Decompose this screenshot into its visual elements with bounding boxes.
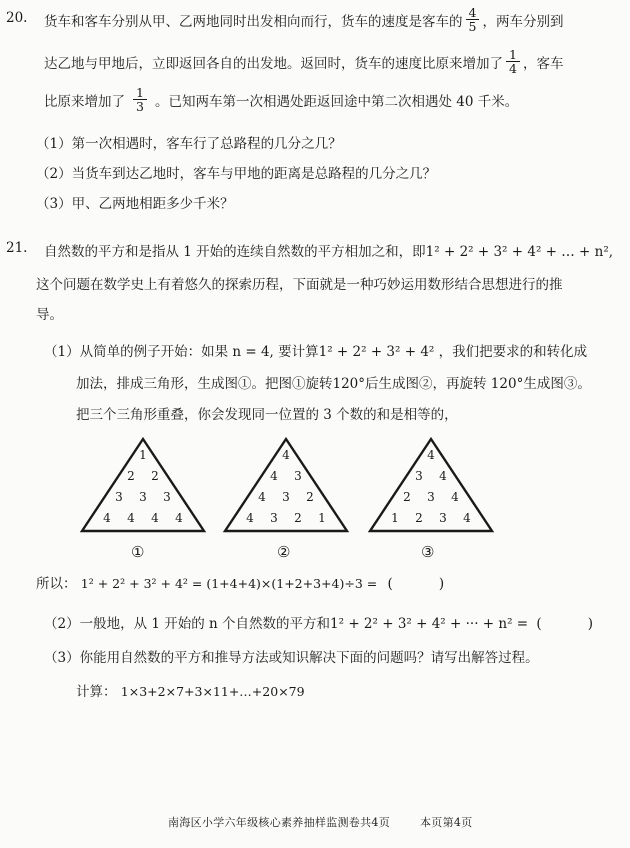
triangle-number: 1: [139, 448, 147, 462]
triangle-number: 4: [270, 469, 278, 483]
triangle-number: 4: [175, 511, 183, 525]
triangle-number: 4: [451, 490, 459, 504]
q21-part1-line1: （1）从简单的例子开始：如果 n = 4, 要计算1² + 2² + 3² + 4² ，我们把要求的和转化成: [44, 344, 588, 360]
fraction-numerator: 1: [133, 86, 147, 100]
q20-sub1: （1）第一次相遇时，客车行了总路程的几分之几？: [36, 136, 342, 152]
triangle-number: 3: [270, 511, 278, 525]
q20-number: 20.: [6, 10, 28, 26]
answer-blank-1[interactable]: [388, 576, 445, 592]
triangle-number: 3: [282, 490, 290, 504]
q20-fraction-4-5: [466, 6, 480, 33]
q21-intro-line3: 导。: [36, 307, 63, 323]
q20-line2-text-b: ，客车: [522, 55, 564, 72]
triangle-number: 4: [439, 469, 447, 483]
triangle-number: 2: [306, 490, 314, 504]
q20-line2-text-a: 达乙地与甲地后，立即返回各自的出发地。返回时，货车的速度比原来增加了: [44, 55, 503, 72]
q20-line3-text-b: 。已知两车第一次相遇处距返回途中第二次相遇处 40 千米。: [154, 93, 519, 110]
triangle-number: 2: [294, 511, 302, 525]
q21-part1-line3: 把三个三角形重叠，你会发现同一位置的 3 个数的和是相等的，: [76, 407, 458, 423]
triangle-number: 3: [163, 490, 171, 504]
blank-close-paren: ): [587, 616, 593, 632]
q20-fraction-1-4: [506, 48, 520, 75]
q21-part2: [44, 612, 593, 632]
blank-open-paren: (: [387, 576, 393, 592]
fraction-numerator: 4: [466, 6, 480, 20]
q20-line1-text-a: 货车和客车分别从甲、乙两地同时出发相向而行，货车的速度是客车的: [44, 13, 463, 30]
triangle-number: 2: [403, 490, 411, 504]
part2-text: （2）一般地，从 1 开始的 n 个自然数的平方和1² + 2² + 3² + 4² + ··· + n² =: [44, 616, 529, 632]
triangle-number: 4: [463, 511, 471, 525]
triangle-figure-1: [78, 435, 208, 535]
footer-page-number: 本页第4页: [420, 816, 473, 829]
triangle-number: 3: [439, 511, 447, 525]
triangle-number: 1: [391, 511, 399, 525]
triangle-number: 3: [427, 490, 435, 504]
so-line: [36, 572, 444, 592]
q20-line3-text-a: 比原来增加了: [44, 93, 125, 110]
fraction-denominator: 3: [136, 99, 144, 115]
triangle-number: 4: [282, 448, 290, 462]
blank-close-paren: ): [438, 576, 445, 592]
triangle-number: 4: [246, 511, 254, 525]
q21-intro-line2: 这个问题在数学史上有着悠久的探索历程，下面就是一种巧妙运用数形结合思想进行的推: [36, 277, 563, 293]
triangle-number: 2: [415, 511, 423, 525]
fraction-numerator: 1: [506, 48, 520, 62]
triangle-number: 2: [127, 469, 135, 483]
fraction-denominator: 4: [509, 61, 517, 77]
triangle-number: 1: [318, 511, 326, 525]
calc-line: [76, 680, 305, 700]
so-label: 所以：: [36, 576, 77, 592]
q20-line3: [44, 86, 518, 113]
blank-open-paren: (: [536, 616, 542, 632]
triangle-number: 4: [151, 511, 159, 525]
triangle-figure-2: [221, 435, 351, 535]
triangle-number: 2: [151, 469, 159, 483]
q20-line1: [44, 6, 563, 33]
answer-blank-2[interactable]: [536, 616, 593, 632]
q21-number: 21.: [6, 240, 28, 256]
triangle-number: 3: [139, 490, 147, 504]
q20-line1-text-b: ，两车分别到: [482, 13, 564, 30]
q20-sub2: （2）当货车到达乙地时，客车与甲地的距离是总路程的几分之几？: [36, 166, 437, 182]
q20-sub3: （3）甲、乙两地相距多少千米？: [36, 196, 234, 212]
triangle-number: 4: [103, 511, 111, 525]
q21-part3: （3）你能用自然数的平方和推导方法或知识解决下面的问题吗？请写出解答过程。: [44, 650, 539, 666]
triangle-number: 4: [427, 448, 435, 462]
figure-caption-3: ③: [421, 543, 435, 561]
calc-label: 计算：: [76, 684, 117, 700]
q21-intro-line1: 自然数的平方和是指从 1 开始的连续自然数的平方相加之和，即1² + 2² + 3² + 4² + … + n²,: [44, 244, 614, 260]
q20-line2: [44, 48, 563, 75]
triangle-number: 3: [415, 469, 423, 483]
triangle-number: 3: [294, 469, 302, 483]
fraction-denominator: 5: [468, 19, 477, 35]
figure-caption-1: ①: [131, 543, 145, 561]
triangle-number: 4: [127, 511, 135, 525]
q20-fraction-1-3: [133, 86, 147, 113]
triangle-number: 3: [115, 490, 123, 504]
calc-expression: 1×3+2×7+3×11+…+20×79: [120, 684, 305, 699]
footer-exam-title: 南海区小学六年级核心素养抽样监测卷共4页: [168, 816, 390, 829]
q21-part1-line2: 加法，排成三角形，生成图①。把图①旋转120°后生成图②，再旋转 120°生成图③。: [76, 376, 591, 392]
triangle-figure-3: [366, 435, 496, 535]
figure-caption-2: ②: [277, 543, 291, 561]
so-formula: 1² + 2² + 3² + 4² = (1+4+4)×(1+2+3+4)÷3 =: [80, 576, 378, 591]
triangle-number: 4: [258, 490, 266, 504]
